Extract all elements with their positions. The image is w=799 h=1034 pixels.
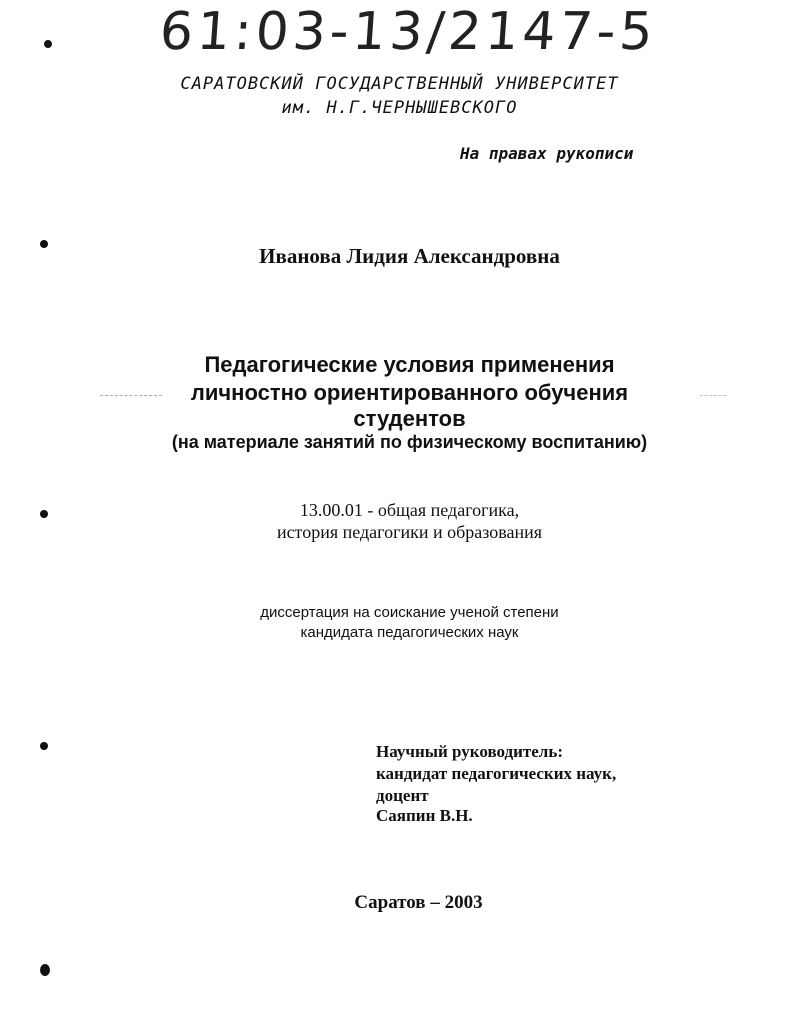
supervisor-name: Саяпин В.Н.: [376, 806, 473, 825]
specialty-name: история педагогики и образования: [276, 522, 543, 542]
archive-code-handwritten: 61:03-13/2147-5: [157, 2, 659, 62]
author-name: Иванова Лидия Александровна: [259, 244, 560, 268]
binder-hole-mark: [40, 964, 50, 976]
supervisor-title: доцент: [376, 786, 429, 805]
dissertation-title-line: студентов: [353, 406, 466, 431]
degree-name: кандидата педагогических наук: [300, 624, 519, 641]
degree-statement: диссертация на соискание ученой степени: [260, 604, 559, 621]
dissertation-title-line: Педагогические условия применения: [204, 352, 615, 377]
university-name: САРАТОВСКИЙ ГОСУДАРСТВЕННЫЙ УНИВЕРСИТЕТ: [180, 74, 619, 94]
binder-hole-mark: [44, 40, 52, 48]
supervisor-heading: Научный руководитель:: [376, 742, 563, 761]
place-and-year: Саратов – 2003: [354, 892, 483, 913]
manuscript-rights-note: На правах рукописи: [460, 144, 634, 163]
dissertation-subtitle: (на материале занятий по физическому воспитанию): [171, 432, 648, 452]
university-named-after: им. Н.Г.ЧЕРНЫШЕВСКОГО: [281, 98, 518, 118]
supervisor-degree: кандидат педагогических наук,: [376, 764, 617, 783]
dissertation-title-line: личностно ориентированного обучения: [190, 380, 629, 405]
specialty-code: 13.00.01 - общая педагогика,: [299, 500, 520, 520]
binder-hole-mark: [40, 742, 48, 750]
